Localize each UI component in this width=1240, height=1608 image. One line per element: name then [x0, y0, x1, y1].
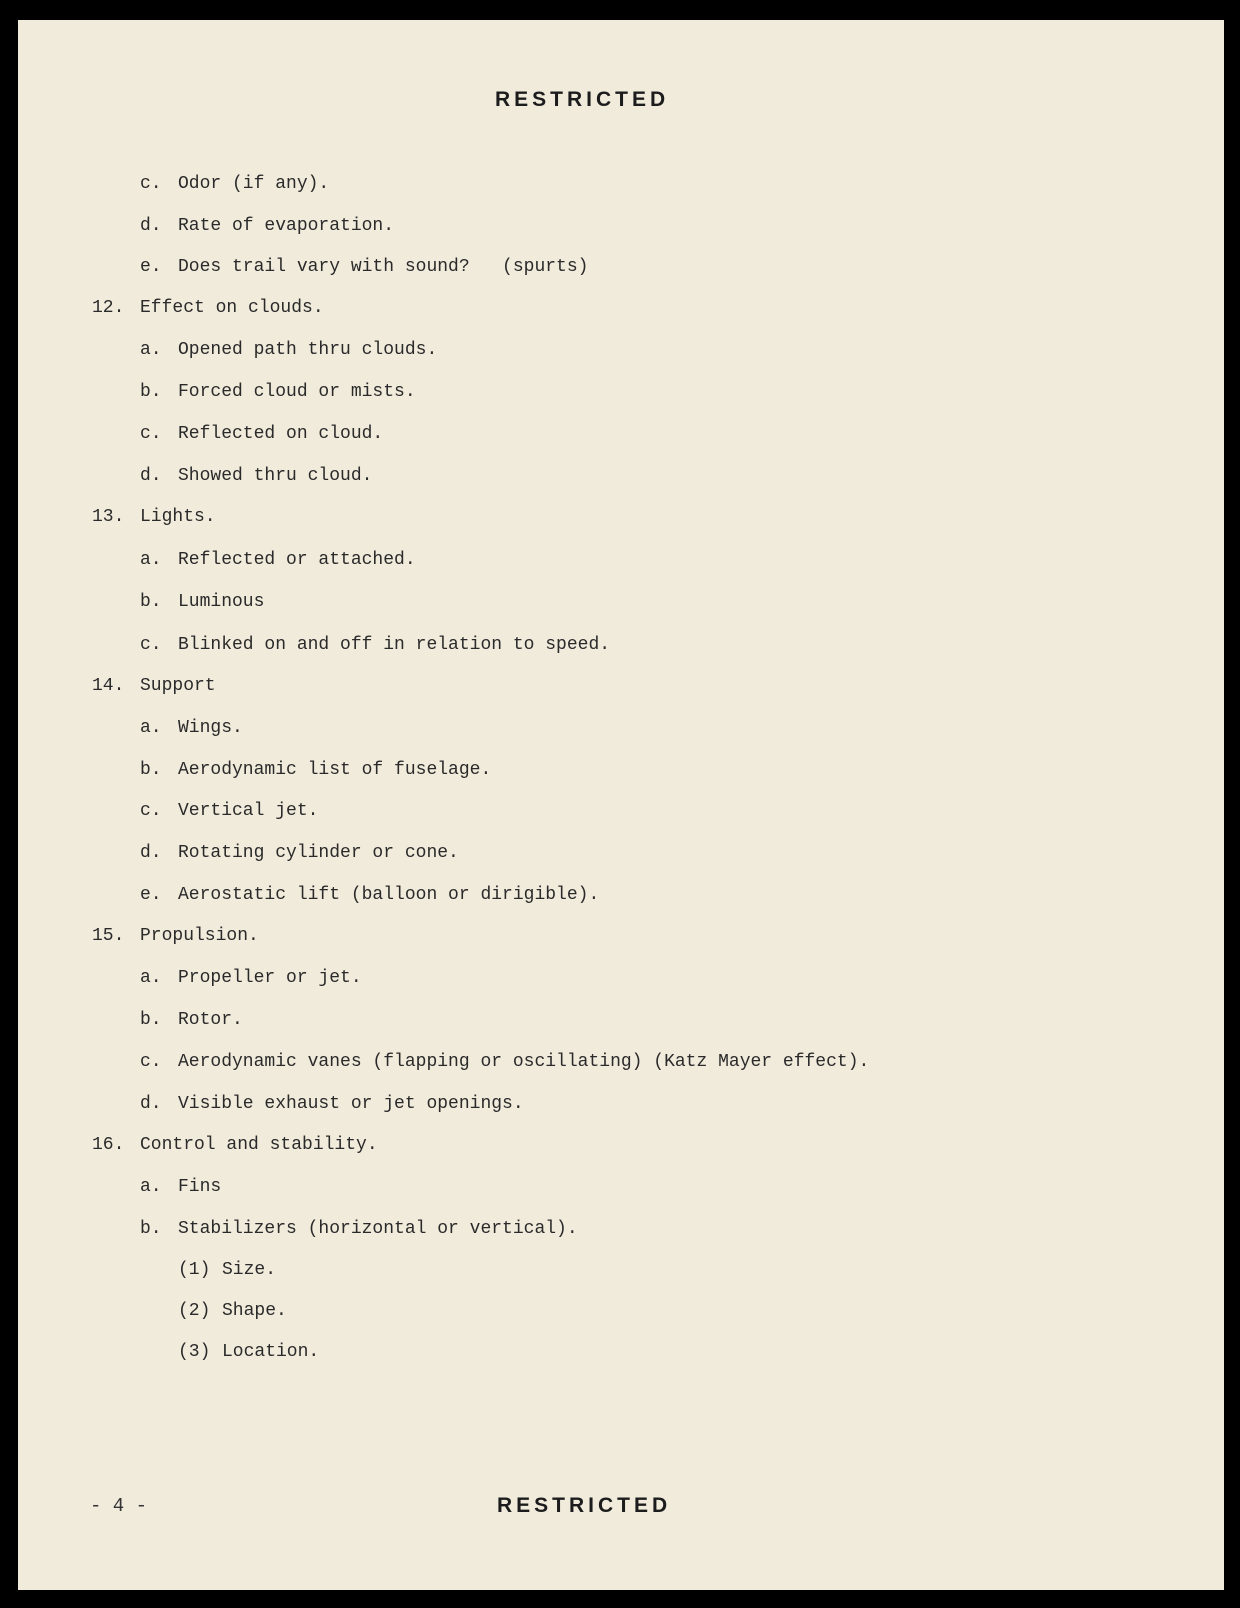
item-text: Reflected or attached.: [178, 550, 416, 570]
item-text: Showed thru cloud.: [178, 466, 373, 486]
item-label: e.: [140, 257, 162, 277]
section-title: Propulsion.: [140, 926, 259, 946]
list-item: [140, 842, 459, 864]
sub-list-item: [178, 1259, 276, 1281]
item-label: c.: [140, 1052, 162, 1072]
list-item: [140, 339, 437, 361]
item-label: a.: [140, 718, 162, 738]
section-number: 16.: [92, 1135, 125, 1155]
section-heading: [92, 506, 216, 528]
list-item: [140, 1051, 869, 1073]
item-label: a.: [140, 340, 162, 360]
section-heading: [92, 1134, 378, 1156]
item-text: Rotor.: [178, 1010, 243, 1030]
item-label: e.: [140, 885, 162, 905]
document-page: [18, 20, 1224, 1590]
section-number: 13.: [92, 507, 125, 527]
item-text: Does trail vary with sound? (spurts): [178, 257, 589, 277]
section-heading: [92, 675, 216, 697]
sub-item-label: (1): [178, 1260, 211, 1280]
list-item: [140, 967, 362, 989]
list-item: [140, 256, 588, 278]
item-text: Luminous: [178, 592, 265, 612]
sub-item-label: (2): [178, 1301, 211, 1321]
list-item: [140, 759, 491, 781]
list-item: [140, 1009, 243, 1031]
item-text: Fins: [178, 1177, 222, 1197]
item-text: Stabilizers (horizontal or vertical).: [178, 1219, 578, 1239]
list-item: [140, 717, 243, 739]
item-text: Rotating cylinder or cone.: [178, 843, 459, 863]
item-text: Aerostatic lift (balloon or dirigible).: [178, 885, 600, 905]
item-label: c.: [140, 635, 162, 655]
list-item: [140, 173, 329, 195]
item-text: Odor (if any).: [178, 174, 330, 194]
list-item: [140, 549, 416, 571]
section-heading: [92, 925, 259, 947]
item-text: Propeller or jet.: [178, 968, 362, 988]
sub-list-item: [178, 1300, 287, 1322]
item-label: c.: [140, 424, 162, 444]
page-number: - 4 -: [90, 1495, 148, 1517]
sub-item-label: (3): [178, 1342, 211, 1362]
item-text: Aerodynamic list of fuselage.: [178, 760, 492, 780]
item-text: Blinked on and off in relation to speed.: [178, 635, 611, 655]
section-title: Support: [140, 676, 216, 696]
section-title: Lights.: [140, 507, 216, 527]
list-item: [140, 381, 416, 403]
list-item: [140, 591, 264, 613]
item-text: Forced cloud or mists.: [178, 382, 416, 402]
item-label: b.: [140, 760, 162, 780]
item-label: b.: [140, 1010, 162, 1030]
item-label: b.: [140, 592, 162, 612]
item-text: Visible exhaust or jet openings.: [178, 1094, 524, 1114]
section-number: 14.: [92, 676, 125, 696]
item-label: c.: [140, 174, 162, 194]
sub-item-text: Size.: [222, 1260, 277, 1280]
sub-item-text: Shape.: [222, 1301, 287, 1321]
footer-classification: RESTRICTED: [497, 1494, 672, 1517]
sub-item-text: Location.: [222, 1342, 320, 1362]
list-item: [140, 1176, 221, 1198]
item-text: Rate of evaporation.: [178, 216, 395, 236]
item-text: Reflected on cloud.: [178, 424, 384, 444]
section-number: 15.: [92, 926, 125, 946]
item-label: d.: [140, 843, 162, 863]
item-label: d.: [140, 216, 162, 236]
item-label: d.: [140, 1094, 162, 1114]
list-item: [140, 884, 599, 906]
section-title: Control and stability.: [140, 1135, 378, 1155]
item-label: d.: [140, 466, 162, 486]
list-item: [140, 1218, 578, 1240]
list-item: [140, 800, 318, 822]
item-label: b.: [140, 382, 162, 402]
item-label: a.: [140, 1177, 162, 1197]
item-text: Vertical jet.: [178, 801, 319, 821]
item-label: a.: [140, 550, 162, 570]
item-text: Wings.: [178, 718, 243, 738]
list-item: [140, 465, 372, 487]
header-classification: RESTRICTED: [495, 88, 670, 111]
section-heading: [92, 297, 324, 319]
item-label: a.: [140, 968, 162, 988]
list-item: [140, 423, 383, 445]
list-item: [140, 215, 394, 237]
item-text: Opened path thru clouds.: [178, 340, 438, 360]
item-label: b.: [140, 1219, 162, 1239]
sub-list-item: [178, 1341, 319, 1363]
section-title: Effect on clouds.: [140, 298, 324, 318]
section-number: 12.: [92, 298, 125, 318]
item-label: c.: [140, 801, 162, 821]
list-item: [140, 1093, 524, 1115]
item-text: Aerodynamic vanes (flapping or oscillating) (Katz Mayer effect).: [178, 1052, 870, 1072]
list-item: [140, 634, 610, 656]
